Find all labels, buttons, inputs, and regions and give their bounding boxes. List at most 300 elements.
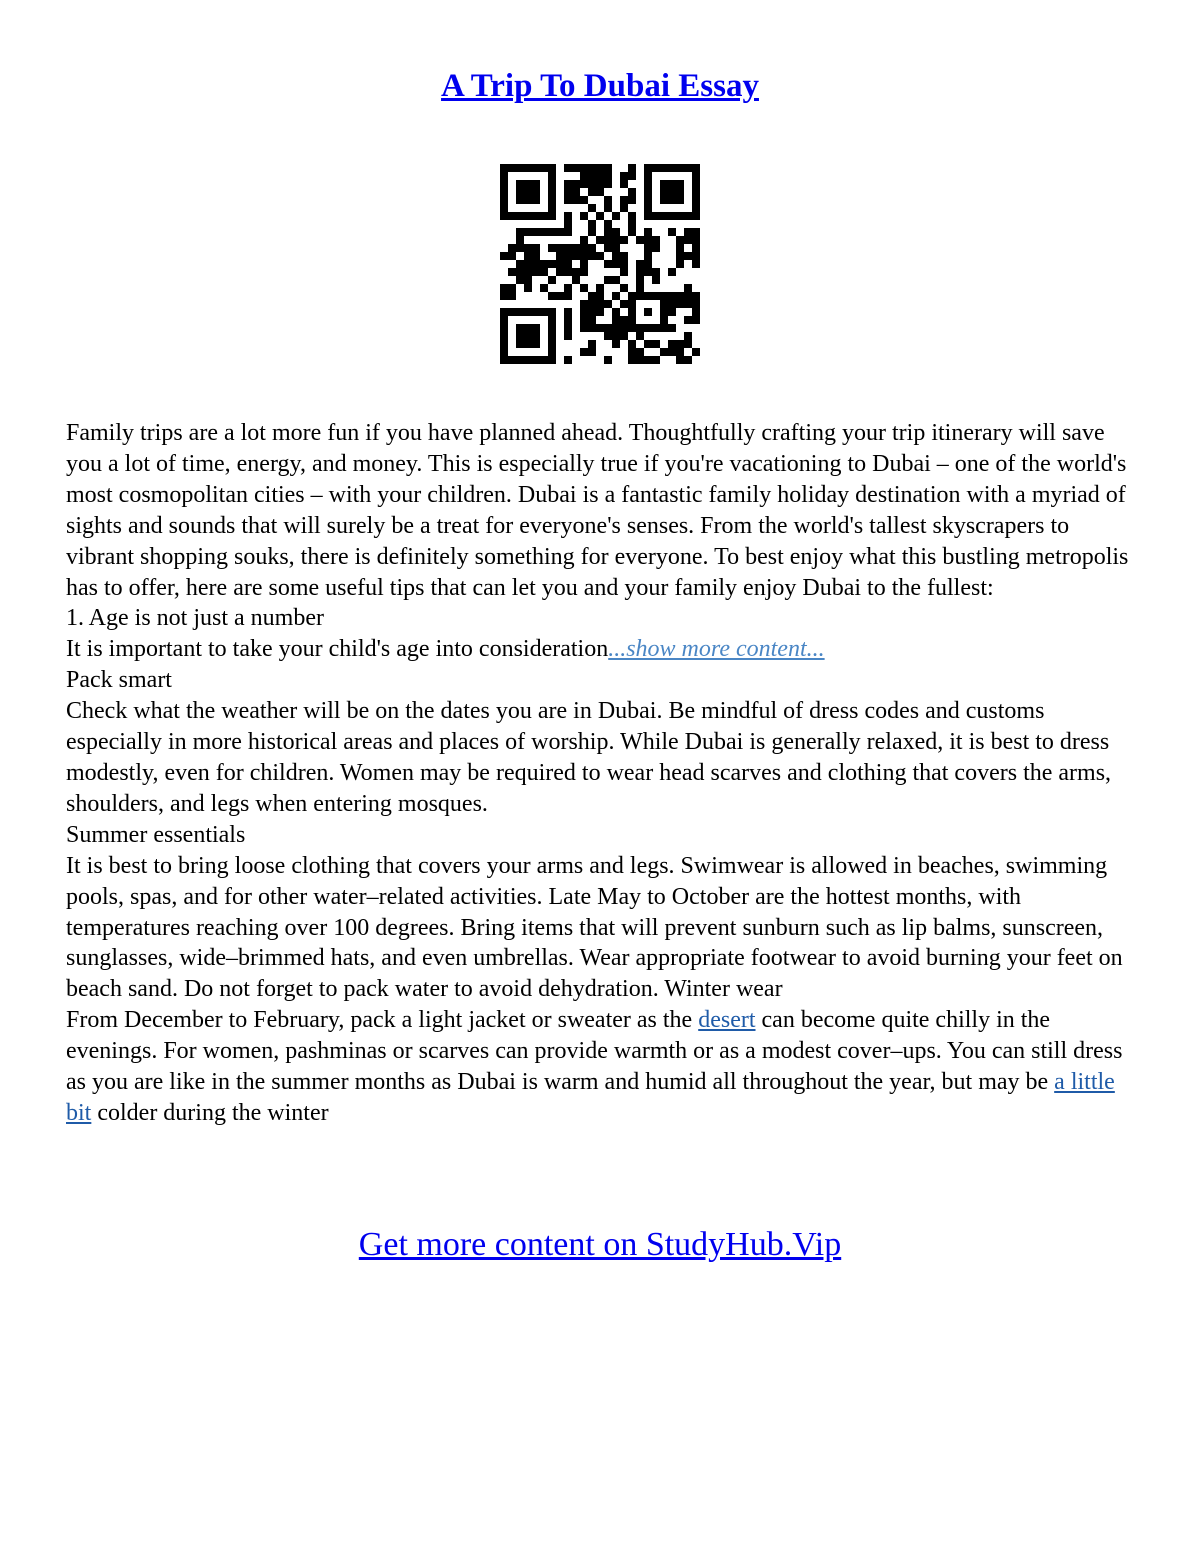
qr-module <box>572 268 580 276</box>
qr-module <box>508 308 516 316</box>
qr-module <box>660 300 668 308</box>
qr-module <box>580 236 588 244</box>
qr-module <box>532 244 540 252</box>
qr-module <box>684 252 692 260</box>
qr-module <box>684 316 692 324</box>
qr-module <box>500 196 508 204</box>
qr-module <box>564 332 572 340</box>
qr-module <box>660 212 668 220</box>
qr-module <box>676 348 684 356</box>
qr-module <box>644 204 652 212</box>
qr-module <box>580 308 588 316</box>
qr-module <box>540 212 548 220</box>
qr-module <box>564 196 572 204</box>
qr-module <box>548 308 556 316</box>
qr-module <box>604 324 612 332</box>
qr-module <box>500 356 508 364</box>
qr-module <box>564 316 572 324</box>
qr-module <box>532 228 540 236</box>
qr-module <box>604 164 612 172</box>
qr-module <box>532 252 540 260</box>
qr-module <box>524 180 532 188</box>
qr-module <box>620 236 628 244</box>
qr-module <box>564 292 572 300</box>
qr-module <box>652 340 660 348</box>
qr-module <box>596 164 604 172</box>
qr-module <box>564 244 572 252</box>
qr-module <box>668 324 676 332</box>
qr-module <box>604 204 612 212</box>
qr-module <box>676 188 684 196</box>
qr-module <box>644 308 652 316</box>
qr-module <box>516 268 524 276</box>
summer-heading: Summer essentials <box>66 821 246 848</box>
qr-module <box>636 260 644 268</box>
qr-module <box>644 292 652 300</box>
qr-module <box>668 340 676 348</box>
qr-module <box>612 340 620 348</box>
qr-module <box>692 228 700 236</box>
winter-paragraph <box>66 1005 1134 1129</box>
qr-module <box>652 324 660 332</box>
qr-module <box>620 300 628 308</box>
qr-module <box>676 252 684 260</box>
qr-module <box>564 324 572 332</box>
qr-module <box>668 308 676 316</box>
qr-module <box>572 164 580 172</box>
qr-module <box>572 180 580 188</box>
qr-module <box>612 212 620 220</box>
qr-module <box>660 180 668 188</box>
qr-module <box>620 180 628 188</box>
qr-module <box>524 268 532 276</box>
qr-module <box>636 276 644 284</box>
qr-module <box>652 236 660 244</box>
qr-module <box>660 164 668 172</box>
qr-module <box>636 236 644 244</box>
winter-text-1: From December to February, pack a light jacket or sweater as the <box>66 1007 699 1034</box>
qr-module <box>524 332 532 340</box>
qr-module <box>540 260 548 268</box>
qr-module <box>516 212 524 220</box>
page-title <box>0 66 1200 106</box>
qr-module <box>604 300 612 308</box>
qr-module <box>676 300 684 308</box>
qr-module <box>604 172 612 180</box>
qr-module <box>548 180 556 188</box>
qr-module <box>556 268 564 276</box>
qr-module <box>668 164 676 172</box>
qr-module <box>604 276 612 284</box>
qr-module <box>612 236 620 244</box>
qr-module <box>548 332 556 340</box>
qr-module <box>556 244 564 252</box>
qr-module <box>612 308 620 316</box>
qr-module <box>580 300 588 308</box>
qr-module <box>548 292 556 300</box>
qr-module <box>516 228 524 236</box>
qr-module <box>580 284 588 292</box>
qr-module <box>556 292 564 300</box>
qr-module <box>572 276 580 284</box>
point1-paragraph <box>66 634 1134 665</box>
desert-link[interactable]: desert <box>698 1007 756 1034</box>
qr-module <box>564 228 572 236</box>
qr-module <box>620 268 628 276</box>
qr-module <box>524 308 532 316</box>
qr-module <box>620 172 628 180</box>
qr-module <box>660 348 668 356</box>
point1-text: It is important to take your child's age into consideration <box>66 636 609 663</box>
qr-module <box>676 340 684 348</box>
qr-module <box>532 212 540 220</box>
qr-module <box>508 212 516 220</box>
qr-module <box>516 324 524 332</box>
qr-module <box>500 252 508 260</box>
qr-module <box>588 204 596 212</box>
qr-module <box>548 164 556 172</box>
qr-module <box>524 340 532 348</box>
qr-module <box>596 324 604 332</box>
qr-module <box>588 324 596 332</box>
qr-module <box>660 316 668 324</box>
qr-module <box>636 332 644 340</box>
qr-module <box>540 356 548 364</box>
qr-module <box>692 316 700 324</box>
qr-module <box>588 340 596 348</box>
qr-module <box>564 356 572 364</box>
qr-module <box>660 308 668 316</box>
qr-module <box>604 260 612 268</box>
qr-module <box>580 316 588 324</box>
show-more-link[interactable]: ...show more content... <box>608 636 825 663</box>
qr-module <box>500 204 508 212</box>
qr-module <box>692 308 700 316</box>
qr-module <box>692 252 700 260</box>
qr-module <box>652 356 660 364</box>
qr-module <box>652 276 660 284</box>
qr-module <box>588 220 596 228</box>
qr-module <box>668 188 676 196</box>
qr-module <box>548 356 556 364</box>
qr-module <box>612 324 620 332</box>
qr-module <box>612 228 620 236</box>
qr-module <box>508 292 516 300</box>
qr-module <box>596 188 604 196</box>
qr-module <box>596 292 604 300</box>
qr-module <box>500 316 508 324</box>
qr-module <box>564 268 572 276</box>
qr-module <box>580 348 588 356</box>
qr-module <box>612 292 620 300</box>
qr-module <box>500 212 508 220</box>
qr-module <box>524 252 532 260</box>
qr-module <box>612 316 620 324</box>
qr-module <box>692 244 700 252</box>
qr-module <box>532 308 540 316</box>
qr-module <box>500 172 508 180</box>
qr-module <box>500 164 508 172</box>
qr-module <box>500 348 508 356</box>
qr-module <box>676 212 684 220</box>
qr-module <box>628 308 636 316</box>
qr-module <box>596 236 604 244</box>
qr-module <box>588 292 596 300</box>
qr-module <box>580 164 588 172</box>
qr-module <box>588 316 596 324</box>
qr-module <box>500 332 508 340</box>
qr-module <box>684 332 692 340</box>
qr-module <box>532 188 540 196</box>
qr-module <box>532 260 540 268</box>
qr-module <box>676 244 684 252</box>
qr-module <box>612 260 620 268</box>
qr-module <box>524 284 532 292</box>
title-link[interactable]: A Trip To Dubai Essay <box>441 68 759 104</box>
qr-module <box>564 284 572 292</box>
qr-module <box>500 324 508 332</box>
qr-module <box>612 332 620 340</box>
qr-module <box>564 308 572 316</box>
qr-module <box>684 300 692 308</box>
qr-module <box>620 284 628 292</box>
qr-module <box>548 340 556 348</box>
qr-module <box>548 244 556 252</box>
qr-module <box>628 212 636 220</box>
qr-module <box>644 228 652 236</box>
qr-module <box>564 212 572 220</box>
qr-module <box>644 260 652 268</box>
qr-module <box>644 164 652 172</box>
qr-module <box>540 268 548 276</box>
qr-module <box>620 324 628 332</box>
qr-module <box>596 252 604 260</box>
qr-module <box>668 196 676 204</box>
qr-module <box>500 188 508 196</box>
qr-module <box>540 308 548 316</box>
qr-module <box>692 348 700 356</box>
qr-module <box>516 332 524 340</box>
qr-module <box>556 228 564 236</box>
qr-module <box>532 340 540 348</box>
qr-module <box>628 300 636 308</box>
qr-module <box>668 180 676 188</box>
qr-module <box>564 260 572 268</box>
qr-module <box>524 212 532 220</box>
qr-module <box>660 188 668 196</box>
qr-module <box>548 172 556 180</box>
qr-module <box>628 220 636 228</box>
qr-module <box>644 340 652 348</box>
qr-module <box>524 244 532 252</box>
pack-heading: Pack smart <box>66 667 172 694</box>
qr-module <box>516 188 524 196</box>
qr-module <box>548 316 556 324</box>
qr-module <box>548 204 556 212</box>
qr-module <box>564 164 572 172</box>
qr-module <box>652 244 660 252</box>
qr-module <box>556 260 564 268</box>
qr-module <box>524 324 532 332</box>
qr-module <box>580 324 588 332</box>
qr-module <box>604 228 612 236</box>
qr-module <box>644 172 652 180</box>
qr-module <box>620 252 628 260</box>
winter-text-2: can become quite chilly in the evenings. For women, pashminas or scarves can provide warmth or as a modest cover–ups. You can still dress as you are like in the summer months as Dubai is warm and humid all throughout the year, but may be <box>66 1007 1123 1096</box>
qr-module <box>660 324 668 332</box>
qr-module <box>636 356 644 364</box>
qr-module <box>548 276 556 284</box>
qr-module <box>516 164 524 172</box>
qr-module <box>596 212 604 220</box>
qr-module <box>692 188 700 196</box>
qr-module <box>684 284 692 292</box>
qr-module <box>644 212 652 220</box>
qr-module <box>564 180 572 188</box>
qr-module <box>604 220 612 228</box>
qr-module <box>628 172 636 180</box>
qr-module <box>516 276 524 284</box>
qr-module <box>596 300 604 308</box>
qr-module <box>676 292 684 300</box>
qr-module <box>588 228 596 236</box>
qr-module <box>572 252 580 260</box>
qr-module <box>580 252 588 260</box>
qr-module <box>652 212 660 220</box>
qr-module <box>628 196 636 204</box>
qr-module <box>628 228 636 236</box>
qr-module <box>644 244 652 252</box>
qr-module <box>500 340 508 348</box>
qr-module <box>692 164 700 172</box>
qr-module <box>676 196 684 204</box>
essay-body <box>66 418 1134 1129</box>
qr-module <box>588 164 596 172</box>
qr-module <box>500 284 508 292</box>
qr-module <box>596 284 604 292</box>
qr-module <box>644 268 652 276</box>
qr-module <box>516 260 524 268</box>
qr-module <box>644 252 652 260</box>
qr-module <box>692 260 700 268</box>
qr-module <box>500 292 508 300</box>
qr-module <box>508 284 516 292</box>
qr-module <box>692 300 700 308</box>
qr-module <box>620 196 628 204</box>
qr-module <box>580 268 588 276</box>
qr-module <box>628 324 636 332</box>
qr-module <box>628 356 636 364</box>
qr-module <box>564 188 572 196</box>
qr-module <box>628 164 636 172</box>
qr-module <box>508 356 516 364</box>
qr-module <box>524 276 532 284</box>
qr-module <box>588 244 596 252</box>
qr-module <box>668 212 676 220</box>
qr-module <box>692 212 700 220</box>
qr-module <box>668 228 676 236</box>
qr-module <box>516 356 524 364</box>
qr-module <box>580 244 588 252</box>
qr-module <box>692 236 700 244</box>
qr-module <box>620 332 628 340</box>
qr-module <box>596 308 604 316</box>
qr-module <box>684 212 692 220</box>
qr-module <box>644 196 652 204</box>
qr-module <box>580 172 588 180</box>
qr-module <box>516 196 524 204</box>
little-bit-link[interactable]: a little bit <box>66 1069 1115 1126</box>
qr-module <box>652 164 660 172</box>
qr-module <box>548 196 556 204</box>
qr-module <box>604 356 612 364</box>
qr-module <box>580 180 588 188</box>
qr-module <box>604 196 612 204</box>
footer-link[interactable]: Get more content on StudyHub.Vip <box>358 1226 842 1263</box>
qr-module <box>588 180 596 188</box>
qr-module <box>548 228 556 236</box>
qr-module <box>644 180 652 188</box>
qr-module <box>588 348 596 356</box>
qr-module <box>580 196 588 204</box>
qr-module <box>628 340 636 348</box>
qr-module <box>572 244 580 252</box>
summer-paragraph: It is best to bring loose clothing that covers your arms and legs. Swimwear is allowed in beaches, swimming pools, spas, and for other water–related activities. Late May to October are the hottest months, with temperatures reaching over 100 degrees. Bring items that will prevent sunburn such as lip balms, sunscreen, sunglasses, wide–brimmed hats, and even umbrellas. Wear appropriate footwear to avoid burning your feet on beach sand. Do not forget to pack water to avoid dehydration. Winter wear <box>66 852 1123 1003</box>
qr-module <box>500 308 508 316</box>
qr-module <box>516 180 524 188</box>
qr-module <box>532 268 540 276</box>
qr-module <box>524 356 532 364</box>
qr-module <box>588 172 596 180</box>
qr-module <box>524 196 532 204</box>
footer <box>0 1224 1200 1266</box>
qr-module <box>636 348 644 356</box>
qr-module <box>684 292 692 300</box>
qr-module <box>532 180 540 188</box>
qr-module <box>532 164 540 172</box>
qr-module <box>612 252 620 260</box>
qr-module <box>612 244 620 252</box>
qr-module <box>668 300 676 308</box>
pack-paragraph: Check what the weather will be on the dates you are in Dubai. Be mindful of dress codes and customs especially in more historical areas and places of worship. While Dubai is generally relaxed, it is best to dress modestly, even for children. Women may be required to wear head scarves and clothing that covers the arms, shoulders, and legs when entering mosques. <box>66 698 1112 817</box>
qr-module <box>692 292 700 300</box>
qr-module <box>676 180 684 188</box>
qr-module <box>580 260 588 268</box>
qr-module <box>556 252 564 260</box>
qr-module <box>596 172 604 180</box>
qr-module <box>508 268 516 276</box>
winter-text-3: colder during the winter <box>91 1099 329 1126</box>
qr-module <box>644 188 652 196</box>
qr-module <box>580 212 588 220</box>
qr-module <box>604 332 612 340</box>
qr-module <box>540 228 548 236</box>
qr-module <box>508 252 516 260</box>
qr-module <box>636 284 644 292</box>
qr-code-icon <box>500 164 700 364</box>
qr-module <box>676 164 684 172</box>
qr-module <box>692 180 700 188</box>
qr-module <box>628 348 636 356</box>
intro-paragraph: Family trips are a lot more fun if you have planned ahead. Thoughtfully crafting your trip itinerary will save you a lot of time, energy, and money. This is especially true if you're vacationing to Dubai – one of the world's most cosmopolitan cities – with your children. Dubai is a fantastic family holiday destination with a myriad of sights and sounds that will surely be a treat for everyone's senses. From the world's tallest skyscrapers to vibrant shopping souks, there is definitely something for everyone. To best enjoy what this bustling metropolis has to offer, here are some useful tips that can let you and your family enjoy Dubai to the fullest: <box>66 420 1129 601</box>
qr-module <box>652 292 660 300</box>
point1-heading: 1. Age is not just a number <box>66 605 324 632</box>
qr-module <box>644 356 652 364</box>
qr-module <box>660 196 668 204</box>
qr-module <box>548 324 556 332</box>
qr-module <box>524 188 532 196</box>
qr-module <box>516 340 524 348</box>
